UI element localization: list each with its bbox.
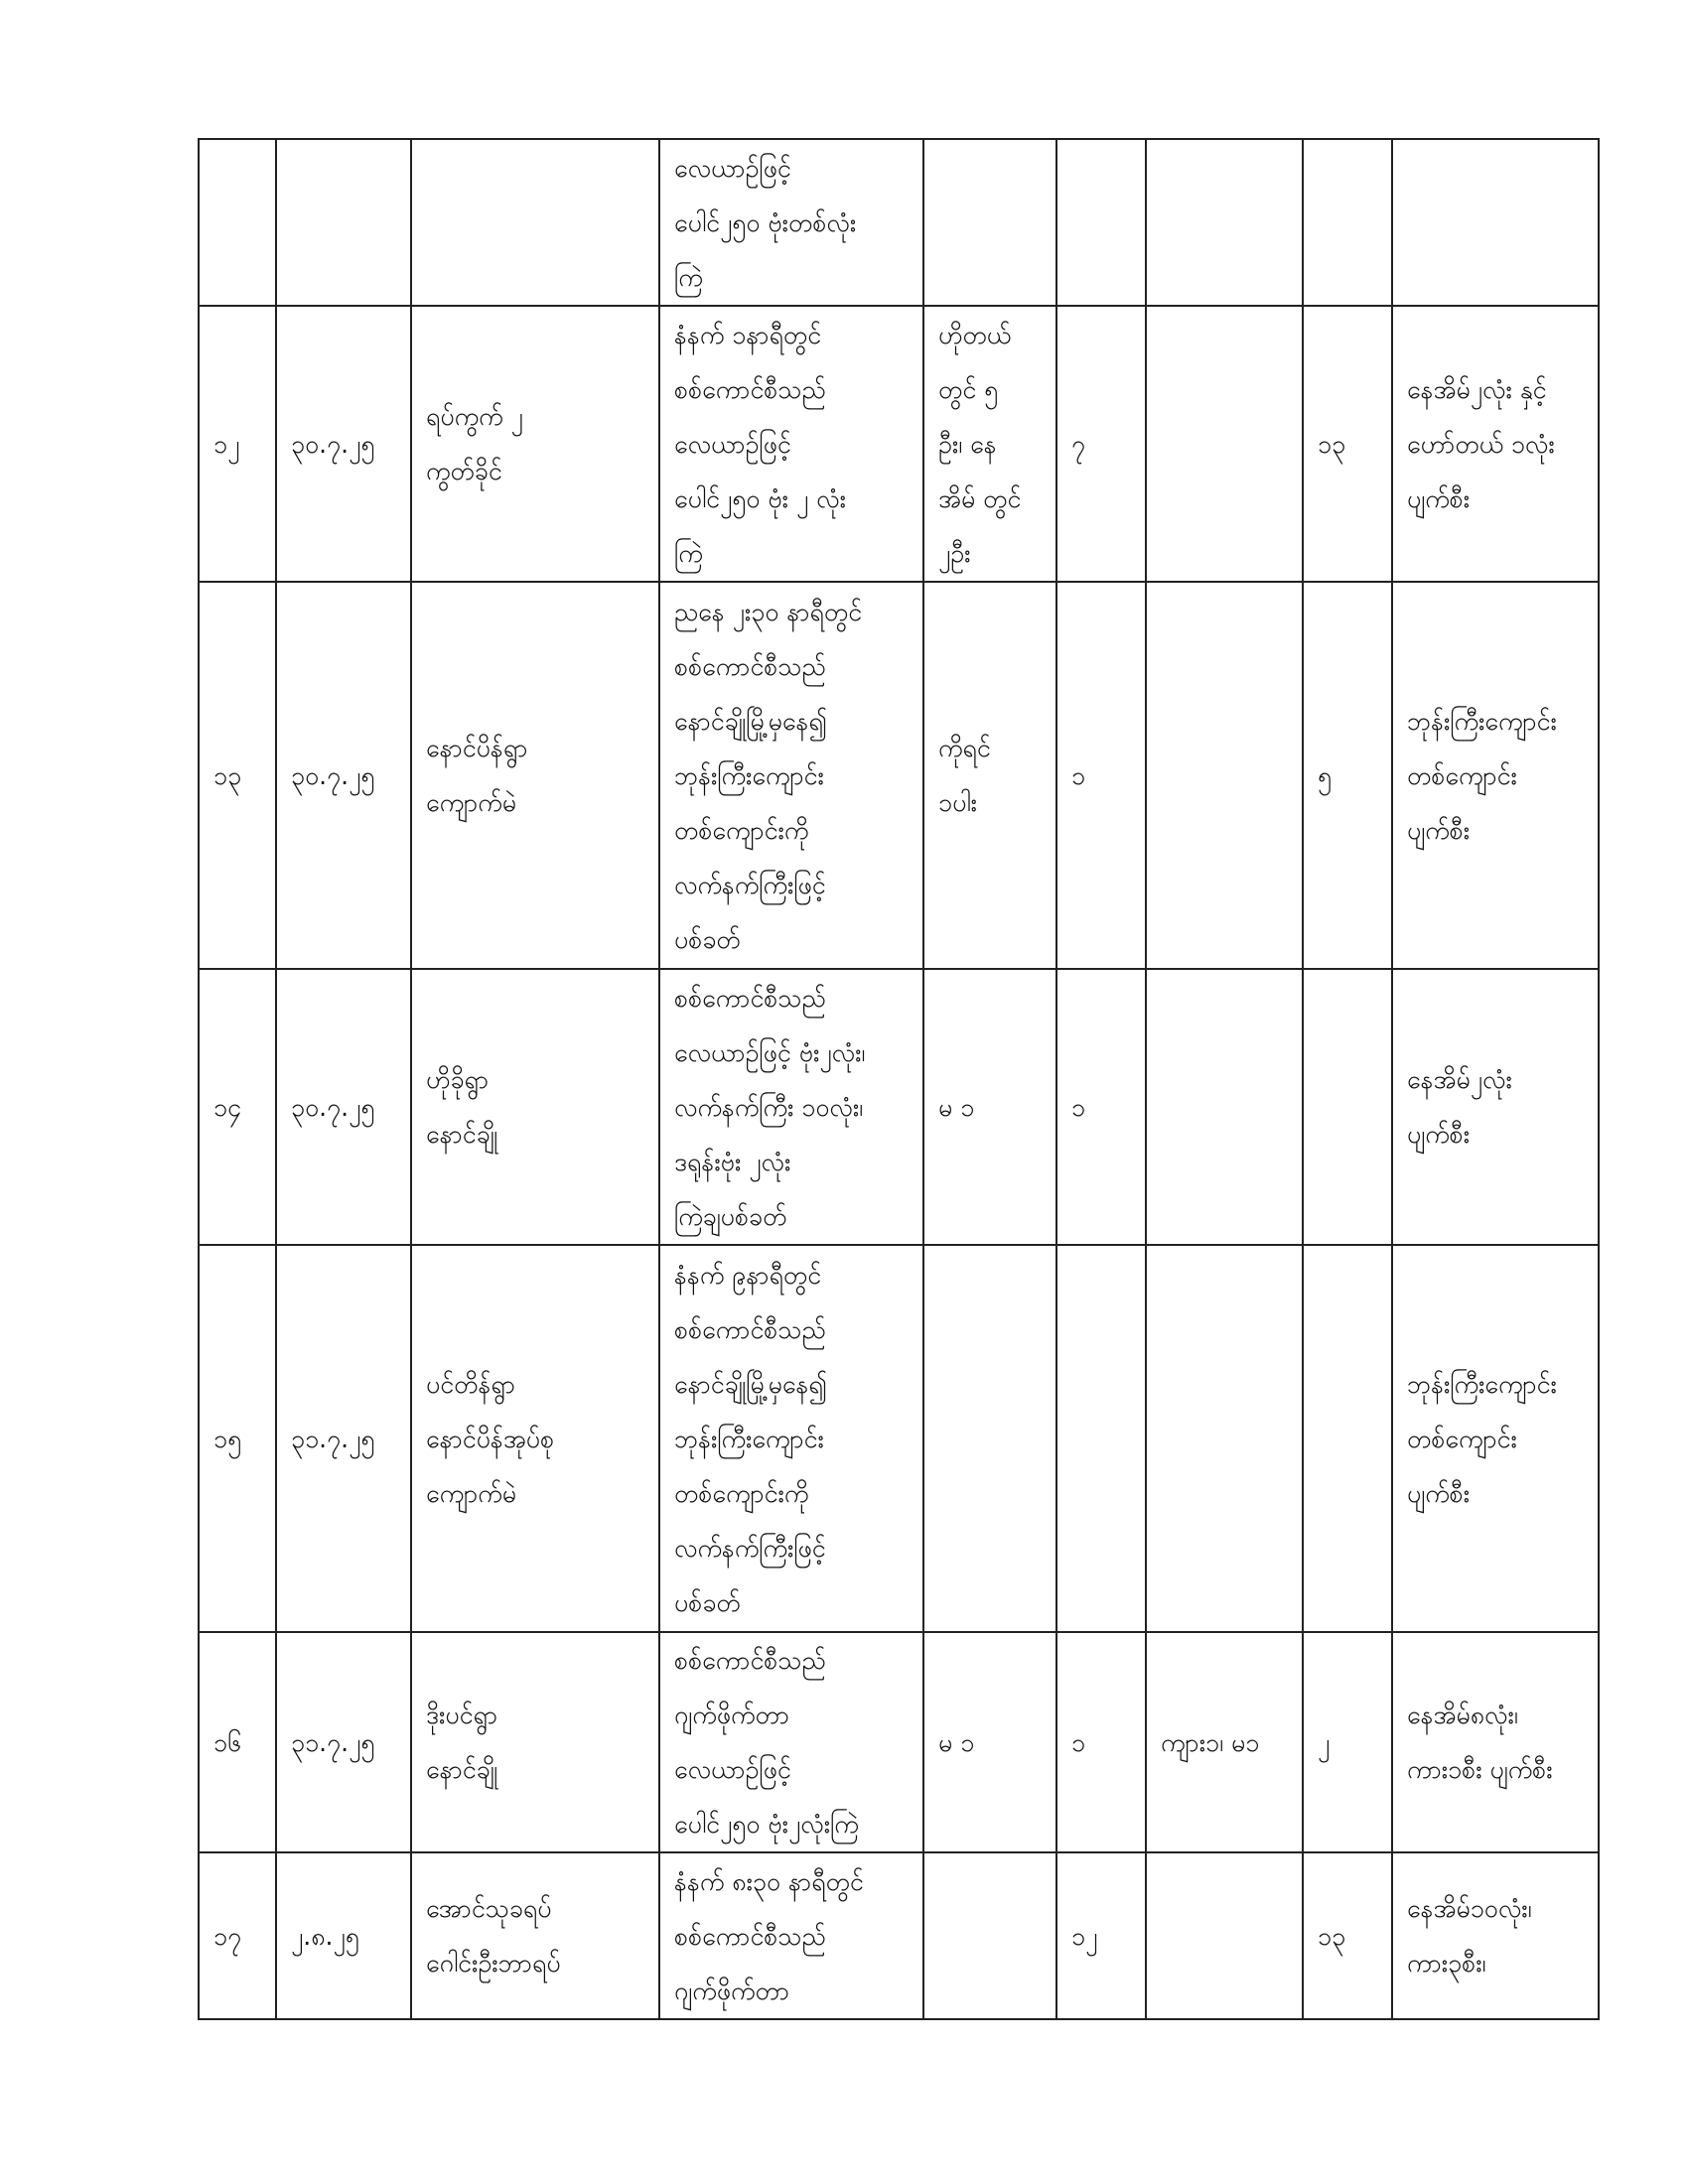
- cell-deaths: [923, 582, 1056, 969]
- cell-location: [411, 306, 659, 582]
- cell-line: မ ၁: [938, 1092, 975, 1122]
- cell-arrested: [1146, 1852, 1303, 2019]
- cell-line: နံနက် ၉နာရီတွင်: [674, 1260, 822, 1290]
- cell-line: နေအိမ်၈လုံး၊: [1407, 1701, 1518, 1729]
- cell-line: ဦး၊ နေ: [938, 429, 997, 459]
- cell-line: ပင်တိန်ရွာ: [426, 1369, 516, 1399]
- cell-line: လက်နက်ကြီးဖြင့်: [674, 870, 826, 899]
- cell-line: ပေါင်၂၅၀ ဗုံး၂လုံးကြဲ: [674, 1810, 859, 1839]
- cell-damage: [1392, 139, 1599, 306]
- cell-line: ကွတ်ခိုင်: [426, 457, 502, 485]
- cell-location: [411, 139, 659, 306]
- cell-line: နံနက် ၈း၃၀ နာရီတွင်: [674, 1866, 864, 1896]
- cell-date: [276, 139, 411, 306]
- table-row: [199, 306, 1599, 582]
- cell-damage: [1392, 1852, 1599, 2019]
- table-row: [199, 1245, 1599, 1632]
- cell-description: [659, 139, 923, 306]
- cell-damage: [1392, 306, 1599, 582]
- cell-damage: [1392, 969, 1599, 1245]
- cell-line: ဘုန်းကြီးကျောင်း: [1407, 706, 1557, 736]
- cell-line: ဂျက်ဖိုက်တာ: [674, 1701, 790, 1729]
- cell-line: ကား၃စီး၊: [1407, 1949, 1486, 1978]
- table-row: [199, 139, 1599, 306]
- cell-line: ပျက်စီး: [1407, 1478, 1471, 1508]
- cell-line: ဒရုန်းဗုံး ၂လုံး: [674, 1147, 791, 1176]
- cell-line: ကား၁စီး ပျက်စီး: [1407, 1755, 1553, 1784]
- cell-line: ကြဲ: [674, 538, 703, 568]
- cell-line: ပစ်ခတ်: [674, 1587, 741, 1617]
- cell-houses: [1303, 969, 1392, 1245]
- cell-location: [411, 1245, 659, 1632]
- cell-description: [659, 1852, 923, 2019]
- cell-arrested: ကျား၁၊ မ၁: [1146, 1632, 1303, 1852]
- cell-line: တွင် ၅: [938, 374, 999, 404]
- cell-line: ဘုန်းကြီးကျောင်း: [674, 1424, 824, 1453]
- cell-line: ဂေါင်းဦးဘာရပ်: [426, 1949, 561, 1978]
- cell-description: [659, 1632, 923, 1852]
- cell-injured: ၁: [1056, 582, 1146, 969]
- cell-arrested: [1146, 139, 1303, 306]
- cell-line: ဘုန်းကြီးကျောင်း: [1407, 1369, 1557, 1399]
- cell-damage: [1392, 1245, 1599, 1632]
- cell-line: လေယာဉ်ဖြင့် ဗုံး၂လုံး၊: [674, 1037, 866, 1067]
- cell-arrested: [1146, 306, 1303, 582]
- table-row: [199, 1852, 1599, 2019]
- cell-line: ရပ်ကွက် ၂: [426, 402, 523, 431]
- cell-number: [199, 139, 276, 306]
- cell-injured: ၇: [1056, 306, 1146, 582]
- cell-number: ၁၅: [199, 1245, 276, 1632]
- cell-line: လေယာဉ်ဖြင့်: [674, 153, 791, 183]
- cell-number: ၁၃: [199, 582, 276, 969]
- cell-line: လက်နက်ကြီး ၁၀လုံး၊: [674, 1092, 864, 1122]
- cell-injured: ၁၂: [1056, 1852, 1146, 2019]
- cell-line: လေယာဉ်ဖြင့်: [674, 429, 791, 459]
- cell-houses: ၁၃: [1303, 1852, 1392, 2019]
- table-row: [199, 1632, 1599, 1852]
- cell-number: ၁၇: [199, 1852, 276, 2019]
- cell-line: တစ်ကျောင်း: [1407, 760, 1517, 790]
- cell-line: စစ်ကောင်စီသည်: [674, 374, 826, 404]
- cell-line: ပေါင်၂၅၀ ဗုံးတစ်လုံး: [674, 207, 857, 237]
- cell-date: ၃၀.၇.၂၅: [276, 306, 411, 582]
- cell-line: ညနေ ၂း၃၀ နာရီတွင်: [674, 597, 863, 626]
- cell-line: နောင်ပိန်ရွာ: [426, 734, 528, 762]
- cell-line: ဟိုတယ်: [938, 320, 1012, 349]
- cell-arrested: [1146, 582, 1303, 969]
- cell-houses: [1303, 1245, 1392, 1632]
- cell-line: လေယာဉ်ဖြင့်: [674, 1755, 791, 1784]
- cell-houses: ၁၃: [1303, 306, 1392, 582]
- cell-arrested: [1146, 969, 1303, 1245]
- cell-line: ပျက်စီး: [1407, 815, 1471, 845]
- cell-deaths: [923, 1852, 1056, 2019]
- cell-line: စစ်ကောင်စီသည်: [674, 1646, 826, 1675]
- cell-line: နံနက် ၁နာရီတွင်: [674, 320, 822, 349]
- cell-date: ၃၀.၇.၂၅: [276, 969, 411, 1245]
- cell-description: [659, 582, 923, 969]
- cell-deaths: [923, 306, 1056, 582]
- cell-injured: [1056, 139, 1146, 306]
- cell-description: [659, 1245, 923, 1632]
- cell-line: ၁ပါး: [938, 788, 977, 817]
- cell-damage: [1392, 582, 1599, 969]
- cell-line: ပျက်စီး: [1407, 483, 1471, 513]
- cell-injured: ၁: [1056, 969, 1146, 1245]
- cell-description: [659, 969, 923, 1245]
- cell-line: ကြဲချပစ်ခတ်: [674, 1201, 787, 1231]
- cell-line: နေအိမ်၂လုံး နှင့်: [1407, 374, 1547, 404]
- cell-location: [411, 1632, 659, 1852]
- cell-line: နေအိမ်၁၀လုံး၊: [1407, 1894, 1532, 1923]
- cell-line: ပျက်စီး: [1407, 1120, 1471, 1149]
- cell-line: ဒိုးပင်ရွာ: [426, 1701, 498, 1729]
- cell-line: အောင်သုခရပ်: [426, 1894, 552, 1923]
- cell-deaths: [923, 139, 1056, 306]
- cell-line: နောင်ချို: [426, 1120, 498, 1149]
- cell-injured: [1056, 1245, 1146, 1632]
- cell-line: စစ်ကောင်စီသည်: [674, 1314, 826, 1344]
- cell-line: နောင်ချိုမြို့မှနေ၍: [674, 1369, 828, 1399]
- cell-location: [411, 1852, 659, 2019]
- cell-line: ကျောက်မဲ: [426, 788, 517, 817]
- cell-line: လက်နက်ကြီးဖြင့်: [674, 1533, 826, 1563]
- cell-deaths: [923, 1632, 1056, 1852]
- cell-injured: ၁: [1056, 1632, 1146, 1852]
- cell-line: စစ်ကောင်စီသည်: [674, 651, 826, 681]
- cell-line: နောင်ချို: [426, 1755, 498, 1784]
- cell-location: [411, 582, 659, 969]
- cell-line: နောင်ချိုမြို့မှနေ၍: [674, 706, 828, 736]
- cell-date: ၂.၈.၂၅: [276, 1852, 411, 2019]
- cell-location: [411, 969, 659, 1245]
- cell-damage: [1392, 1632, 1599, 1852]
- cell-line: တစ်ကျောင်းကို: [674, 1478, 809, 1508]
- cell-description: [659, 306, 923, 582]
- cell-line: ဘုန်းကြီးကျောင်း: [674, 760, 824, 790]
- cell-line: တစ်ကျောင်း: [1407, 1424, 1517, 1453]
- table-row: [199, 582, 1599, 969]
- table-row: [199, 969, 1599, 1245]
- cell-houses: ၅: [1303, 582, 1392, 969]
- cell-deaths: [923, 1245, 1056, 1632]
- cell-line: ၂ဦး: [938, 538, 971, 568]
- cell-line: ဟော်တယ် ၁လုံး: [1407, 429, 1555, 459]
- cell-line: စစ်ကောင်စီသည်: [674, 1921, 826, 1951]
- cell-line: ဂျက်ဖိုက်တာ: [674, 1976, 790, 2005]
- cell-line: ကျောက်မဲ: [426, 1478, 517, 1508]
- cell-line: တစ်ကျောင်းကို: [674, 815, 809, 845]
- cell-houses: ၂: [1303, 1632, 1392, 1852]
- cell-date: ၃၁.၇.၂၅: [276, 1245, 411, 1632]
- cell-line: ပစ်ခတ်: [674, 924, 741, 954]
- cell-arrested: [1146, 1245, 1303, 1632]
- cell-line: မ ၁: [938, 1727, 975, 1757]
- cell-number: ၁၄: [199, 969, 276, 1245]
- cell-line: ဟိုခိုရွာ: [426, 1065, 490, 1094]
- cell-date: ၃၀.၇.၂၅: [276, 582, 411, 969]
- cell-number: ၁၆: [199, 1632, 276, 1852]
- cell-date: ၃၁.၇.၂၅: [276, 1632, 411, 1852]
- cell-line: ကိုရင်: [938, 734, 991, 762]
- cell-line: ကြဲ: [674, 262, 703, 292]
- cell-line: စစ်ကောင်စီသည်: [674, 983, 826, 1013]
- cell-number: ၁၂: [199, 306, 276, 582]
- cell-line: နောင်ပိန်အုပ်စု: [426, 1424, 555, 1453]
- cell-line: အိမ် တွင်: [938, 483, 1022, 513]
- incident-table: [198, 138, 1600, 2020]
- cell-houses: [1303, 139, 1392, 306]
- cell-line: ပေါင်၂၅၀ ဗုံး ၂ လုံး: [674, 483, 846, 513]
- cell-deaths: [923, 969, 1056, 1245]
- cell-line: နေအိမ်၂လုံး: [1407, 1065, 1512, 1094]
